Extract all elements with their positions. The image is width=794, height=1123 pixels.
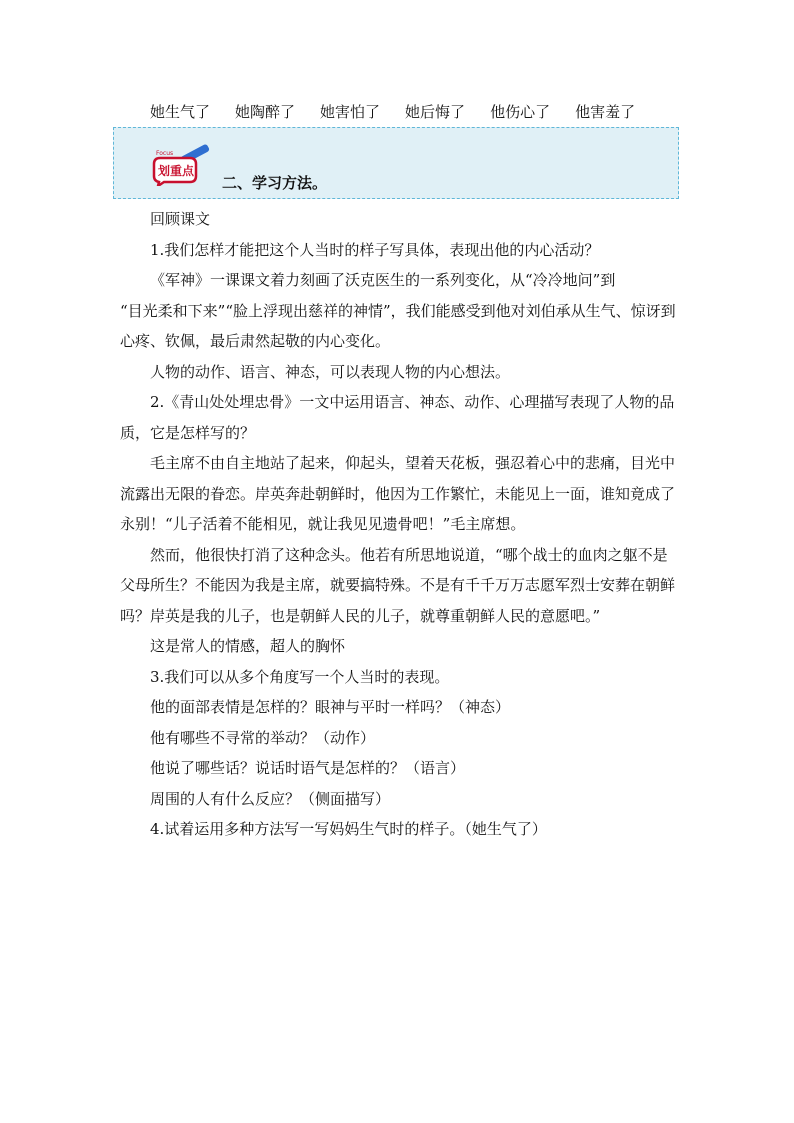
emotion-word: 她害怕了 xyxy=(320,103,381,121)
question-1: 1.我们怎样才能把这个人当时的样子写具体，表现出他的内心活动？ xyxy=(150,240,600,259)
emotion-word: 他害羞了 xyxy=(575,103,636,121)
body-text xyxy=(120,204,680,845)
paragraph-review-heading: 回顾课文 xyxy=(150,210,211,228)
emotion-word: 她后悔了 xyxy=(405,103,466,121)
emotion-word: 她生气了 xyxy=(150,103,211,121)
badge-small-text: Focus xyxy=(156,150,174,157)
emotion-word: 他伤心了 xyxy=(490,103,551,121)
paragraph: “目光柔和下来”“脸上浮现出慈祥的神情”，我们能感受到他对刘伯承从生气、惊讶到心疼、钦佩，最后肃然起敬的内心变化。 xyxy=(120,301,676,350)
list-item: 周围的人有什么反应？（侧面描写） xyxy=(150,789,391,808)
list-item: 他说了哪些话？说话时语气是怎样的？（语言） xyxy=(150,759,466,777)
list-item: 他的面部表情是怎样的？眼神与平时一样吗？（神态） xyxy=(150,698,511,716)
paragraph: 《军神》一课课文着力刻画了沃克医生的一系列变化，从“冷冷地问”到 xyxy=(150,271,616,289)
paragraph: 毛主席不由自主地站了起来，仰起头，望着天花板，强忍着心中的悲痛，目光中流露出无限的眷恋。岸英奔赴朝鲜时，他因为工作繁忙，未能见上一面，谁知竟成了永别！“儿子活着不能相见，就让我见见遗骨吧！”毛主席想。 xyxy=(120,454,676,533)
section-title: 二、学习方法。 xyxy=(222,174,328,192)
emotion-word: 她陶醉了 xyxy=(235,103,296,121)
paragraph: 这是常人的情感，超人的胸怀 xyxy=(150,637,346,655)
list-item: 他有哪些不寻常的举动？（动作） xyxy=(150,728,376,747)
question-3: 3.我们可以从多个角度写一个人当时的表现。 xyxy=(150,667,450,686)
question-4: 4.试着运用多种方法写一写妈妈生气时的样子。（她生气了） xyxy=(150,820,547,838)
section-header-box xyxy=(113,127,679,199)
paragraph: 人物的动作、语言、神态，可以表现人物的内心想法。 xyxy=(150,362,511,381)
emotion-word-list xyxy=(150,101,670,122)
paragraph: 然而，他很快打消了这种念头。他若有所思地说道，“哪个战士的血肉之躯不是父母所生？不能因为我是主席，就要搞特殊。不是有千千万万志愿军烈士安葬在朝鲜吗？岸英是我的儿子，也是朝鲜人民的儿子，就尊重朝鲜人民的意愿吧。” xyxy=(120,545,676,625)
question-2: 2.《青山处处埋忠骨》一文中运用语言、神态、动作、心理描写表现了人物的品质，它是怎样写的？ xyxy=(120,393,675,442)
highlight-badge-icon xyxy=(150,144,212,186)
badge-text: 划重点 xyxy=(158,164,195,178)
